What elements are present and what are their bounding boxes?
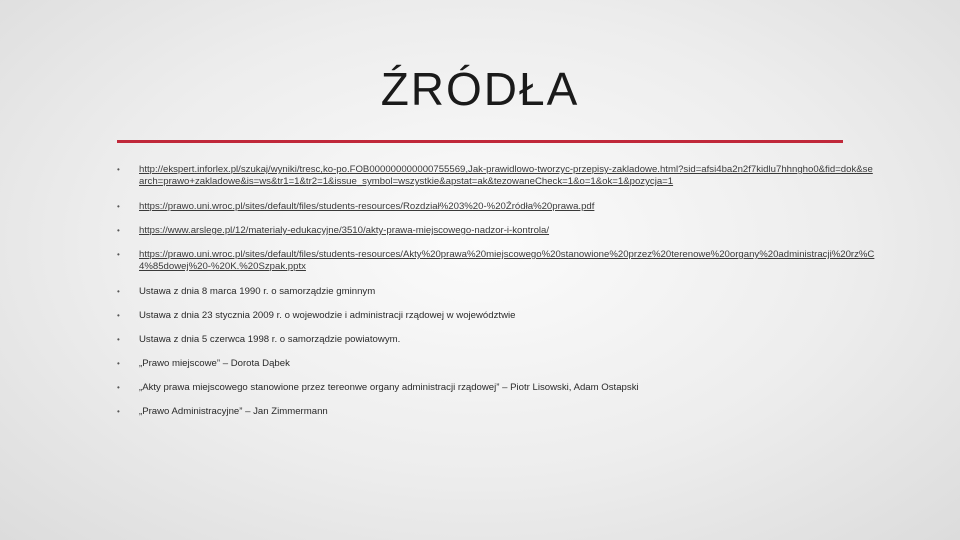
- list-item: [117, 201, 877, 213]
- bullet-icon: •: [117, 226, 120, 235]
- list-item: [117, 382, 877, 394]
- source-text: Ustawa z dnia 8 marca 1990 r. o samorządzie gminnym: [139, 286, 376, 297]
- bullet-icon: •: [117, 359, 120, 368]
- source-link[interactable]: https://prawo.uni.wroc.pl/sites/default/files/students-resources/Rozdział%203%20-%20Źródła%20prawa.pdf: [139, 201, 595, 212]
- sources-list: [117, 164, 877, 418]
- slide-title: ŹRÓDŁA: [380, 63, 580, 115]
- source-link[interactable]: https://prawo.uni.wroc.pl/sites/default/files/students-resources/Akty%20prawa%20miejscowego%20stanowione%20przez%20terenowe%20organy%20administracji%20rz%C4%85dowej%20-%20K.%20Szpak.pptx: [139, 249, 875, 272]
- bullet-icon: •: [117, 202, 120, 211]
- source-text: „Prawo Administracyjne” – Jan Zimmermann: [139, 406, 328, 417]
- bullet-icon: •: [117, 287, 120, 296]
- source-text: Ustawa z dnia 5 czerwca 1998 r. o samorządzie powiatowym.: [139, 334, 401, 345]
- title-underline: [117, 140, 843, 143]
- bullet-icon: •: [117, 165, 120, 174]
- source-link[interactable]: https://www.arslege.pl/12/materialy-edukacyjne/3510/akty-prawa-miejscowego-nadzor-i-kontrola/: [139, 225, 550, 236]
- bullet-icon: •: [117, 335, 120, 344]
- source-text: Ustawa z dnia 23 stycznia 2009 r. o wojewodzie i administracji rządowej w województwie: [139, 310, 516, 321]
- bullet-icon: •: [117, 250, 120, 259]
- list-item: [117, 406, 877, 418]
- bullet-icon: •: [117, 311, 120, 320]
- list-item: [117, 358, 877, 370]
- list-item: [117, 225, 877, 237]
- source-text: „Prawo miejscowe” – Dorota Dąbek: [139, 358, 290, 369]
- source-text: „Akty prawa miejscowego stanowione przez tereonwe organy administracji rządowej” – Piotr Lisowski, Adam Ostapski: [139, 382, 639, 393]
- source-link[interactable]: http://ekspert.inforlex.pl/szukaj/wyniki/tresc,ko-po.FOB000000000000755569,Jak-prawidlowo-tworzyc-przepisy-zakladowe.html?sid=afsi4ba2n2f7kidlu7hhngho0&fid=dok&search=prawo+zakladowe&is=ws&tr1=1&tr2=1&issue_symbol=wszystkie&apstat=ak&tezowaneCheck=1&o=1&ok=1&pozycja=1: [139, 164, 873, 187]
- bullet-icon: •: [117, 383, 120, 392]
- list-item: [117, 286, 877, 298]
- list-item: [117, 249, 877, 273]
- list-item: [117, 334, 877, 346]
- list-item: [117, 310, 877, 322]
- list-item: [117, 164, 877, 188]
- bullet-icon: •: [117, 407, 120, 416]
